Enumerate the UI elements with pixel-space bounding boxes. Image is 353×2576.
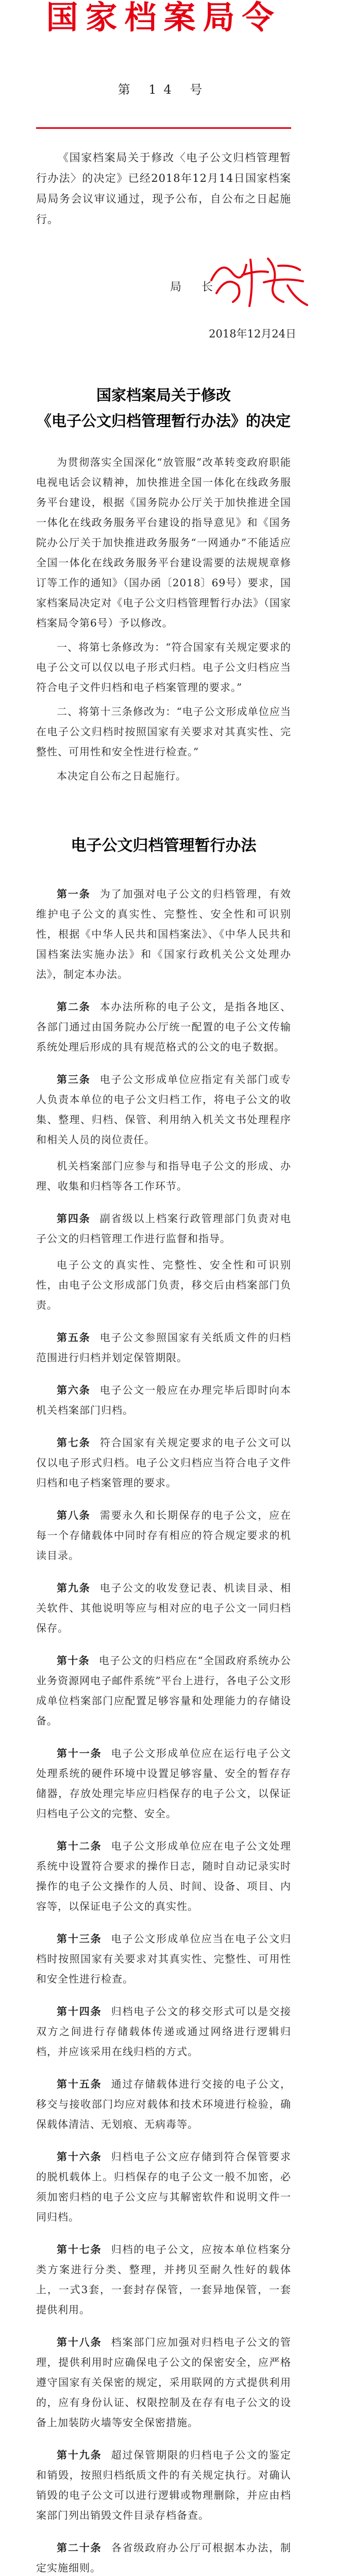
decision-paragraph: 二、将第十三条修改为：“电子公文形成单位应当在电子公文归档时按照国家有关要求对其真实性、完整性、可用性和安全性进行检查。”: [36, 705, 291, 758]
decision-paragraph: 本决定自公布之日起施行。: [57, 770, 187, 783]
article-3: [36, 1070, 291, 1150]
article-text: 电子公文形成单位应在电子公文处理系统中设置符合要求的操作日志，随时自动记录实时操作的电子公文操作的人员、时间、设备、项目、内容等，以保证电子公文的真实性。: [36, 1840, 292, 1913]
article-8: [36, 1505, 291, 1566]
article-text: 电子公文形成单位应指定有关部门或专人负责本单位的电子公文归档工作，将电子公文的收集、整理、归档、保管、利用纳入机关文书处理程序和相关人员的岗位责任。: [36, 1073, 292, 1146]
article-number: 第八条: [57, 1509, 91, 1522]
article-text: 本办法所称的电子公文，是指各地区、各部门通过由国务院办公厅统一配置的电子公文传输系统处理后形成的具有规范格式的公文的电子数据。: [36, 1001, 292, 1054]
article-text: 通过存储载体进行交接的电子公文，移交与接收部门均应对载体和技术环境进行检验，确保载体清洁、无划痕、无病毒等。: [36, 2078, 292, 2131]
article-20: [36, 2538, 291, 2576]
decision-paragraph: 一、将第七条修改为：“符合国家有关规定要求的电子公文可以仅以电子形式归档。电子公文归档应当符合电子文件归档和电子档案管理的要求。”: [36, 641, 291, 694]
article-7: [36, 1433, 291, 1493]
article-text: 副省级以上档案行政管理部门负责对电子公文的归档管理工作进行监督和指导。: [36, 1212, 292, 1245]
decree-intro: 《国家档案局关于修改〈电子公文归档管理暂行办法〉的决定》已经2018年12月14日国家档案局局务会议审议通过，现予公布，自公布之日起施行。: [36, 151, 291, 226]
article-text: 电子公文形成单位应在运行电子公文处理系统的硬件环境中设置足够容量、安全的暂存存储器，存放处理完毕应归档保存的电子公文，以保证归档电子公文的完整、安全。: [36, 1747, 292, 1820]
decision-body: [36, 452, 291, 786]
article-4: [36, 1209, 291, 1249]
article-15: [36, 2074, 291, 2134]
article-17: [36, 2240, 291, 2320]
article-number: 第十条: [57, 1654, 90, 1667]
article-number: 第四条: [57, 1212, 91, 1225]
article-10: [36, 1651, 291, 1731]
red-divider: [36, 127, 291, 129]
article-3-paragraph-2: 机关档案部门应参与和指导电子公文的形成、办理、收集和归档等各工作环节。: [36, 1160, 291, 1193]
article-text: 电子公文的收发登记表、机读目录、相关软件、其他说明等应与相对应的电子公文一同归档保存。: [36, 1582, 292, 1635]
article-text: 需要永久和长期保存的电子公文，应在每一个存储载体中同时存有相应的符合规定要求的机读目录。: [36, 1509, 292, 1562]
article-number: 第十二条: [57, 1840, 102, 1853]
article-19: [36, 2445, 291, 2526]
article-2: [36, 997, 291, 1057]
article-16: [36, 2147, 291, 2227]
article-text: 电子公文的归档应在“全国政府系统办公业务资源网电子邮件系统”平台上进行，各电子公文形成单位档案部门应配置足够容量和处理能力的存储设备。: [36, 1654, 292, 1727]
article-13: [36, 1929, 291, 1989]
article-4-paragraph-2: 电子公文的真实性、完整性、安全性和可识别性，由电子公文形成部门负责，移交后由档案部门负责。: [36, 1259, 291, 1312]
article-text: 归档的电子公文，应按本单位档案分类方案进行分类、整理，并拷贝至耐久性好的载体上，一式3套，一套封存保管，一套异地保管，一套提供利用。: [36, 2243, 292, 2316]
article-number: 第十六条: [57, 2150, 102, 2163]
decree-header: [36, 0, 291, 97]
article-12: [36, 1836, 291, 1917]
signer-role: 局 长: [170, 281, 221, 294]
article-number: 第十八条: [57, 2336, 102, 2349]
decision-title-line-1: 国家档案局关于修改: [96, 386, 231, 404]
article-text: 超过保管期限的归档电子公文的鉴定和销毁，按照归档纸质文件的有关规定执行。对确认销毁的电子公文可以进行逻辑或物理删除，并应由档案部门列出销毁文件目录存档备查。: [36, 2449, 292, 2522]
article-number: 第十三条: [57, 1933, 102, 1945]
article-number: 第十四条: [57, 2005, 102, 2018]
article-text: 电子公文参照国家有关纸质文件的归档范围进行归档并划定保管期限。: [36, 1331, 292, 1364]
decree-title: 国家档案局令: [46, 0, 281, 36]
article-number: 第十七条: [57, 2243, 102, 2256]
measures-articles: [36, 884, 291, 2576]
article-11: [36, 1743, 291, 1824]
article-text: 归档电子公文应存储到符合保管要求的脱机载体上。归档保存的电子公文一般不加密，必须加密归档的电子公文应与其解密软件和说明文件一同归档。: [36, 2150, 292, 2224]
signature-block: [36, 249, 296, 342]
article-9: [36, 1578, 291, 1638]
handwritten-signature: [206, 249, 309, 311]
decision-paragraph: 为贯彻落实全国深化“放管服”改革转变政府职能电视电话会议精神，加快推进全国一体化在线政务服务平台建设，根据《国务院办公厅关于加快推进全国一体化在线政务服务平台建设的指导意见》和《国务院办公厅关于加快推进政务服务“一网通办”不能适应全国一体化在线政务服务平台建设需要的法规规章修订等工作的通知》（国办函〔2018〕69号）要求，国家档案局决定对《电子公文归档管理暂行办法》（国家档案局令第6号）予以修改。: [36, 456, 291, 630]
article-18: [36, 2332, 291, 2433]
article-number: 第一条: [57, 888, 91, 901]
decision-title: [36, 382, 291, 434]
article-number: 第十一条: [57, 1747, 102, 1760]
measures-title: 电子公文归档管理暂行办法: [71, 837, 257, 855]
article-number: 第六条: [57, 1384, 91, 1397]
article-text: 档案部门应加强对归档电子公文的管理，提供利用时应确保电子公文的保密安全，应严格遵守国家有关保密的规定，采用联网的方式提供利用的，应有身份认证、权限控制及在存有电子公文的设备上加装防火墙等安全保密措施。: [36, 2336, 292, 2429]
article-text: 各省级政府办公厅可根据本办法，制定实施细则。: [36, 2541, 292, 2574]
article-number: 第二十条: [57, 2541, 102, 2554]
article-5: [36, 1328, 291, 1368]
article-number: 第九条: [57, 1582, 91, 1595]
decision-title-line-2: 《电子公文归档管理暂行办法》的决定: [36, 412, 291, 430]
article-number: 第十九条: [57, 2449, 102, 2462]
article-number: 第十五条: [57, 2078, 102, 2091]
article-text: 电子公文形成单位应当在电子公文归档时按照国家有关要求对其真实性、完整性、可用性和安全性进行检查。: [36, 1933, 292, 1986]
article-1: [36, 884, 291, 985]
article-text: 符合国家有关规定要求的电子公文可以仅以电子形式归档。电子公文归档应当符合电子文件归档和电子档案管理的要求。: [36, 1436, 292, 1489]
article-text: 电子公文一般应在办理完毕后即时向本机关档案部门归档。: [36, 1384, 292, 1417]
article-text: 归档电子公文的移交形式可以是交接双方之间进行存储载体传递或通过网络进行逻辑归档，并应该采用在线归档的方式。: [36, 2005, 292, 2058]
article-6: [36, 1380, 291, 1420]
article-number: 第七条: [57, 1436, 91, 1449]
article-14: [36, 2002, 291, 2062]
decree-date: 2018年12月24日: [209, 328, 296, 341]
article-number: 第三条: [57, 1073, 91, 1086]
article-number: 第二条: [57, 1001, 91, 1013]
decree-number: 第 14 号: [117, 82, 210, 97]
article-number: 第五条: [57, 1331, 91, 1344]
article-text: 为了加强对电子公文的归档管理，有效维护电子公文的真实性、完整性、安全性和可识别性，根据《中华人民共和国档案法》、《中华人民共和国档案法实施办法》和《国家行政机关公文处理办法》，制定本办法。: [36, 888, 292, 981]
